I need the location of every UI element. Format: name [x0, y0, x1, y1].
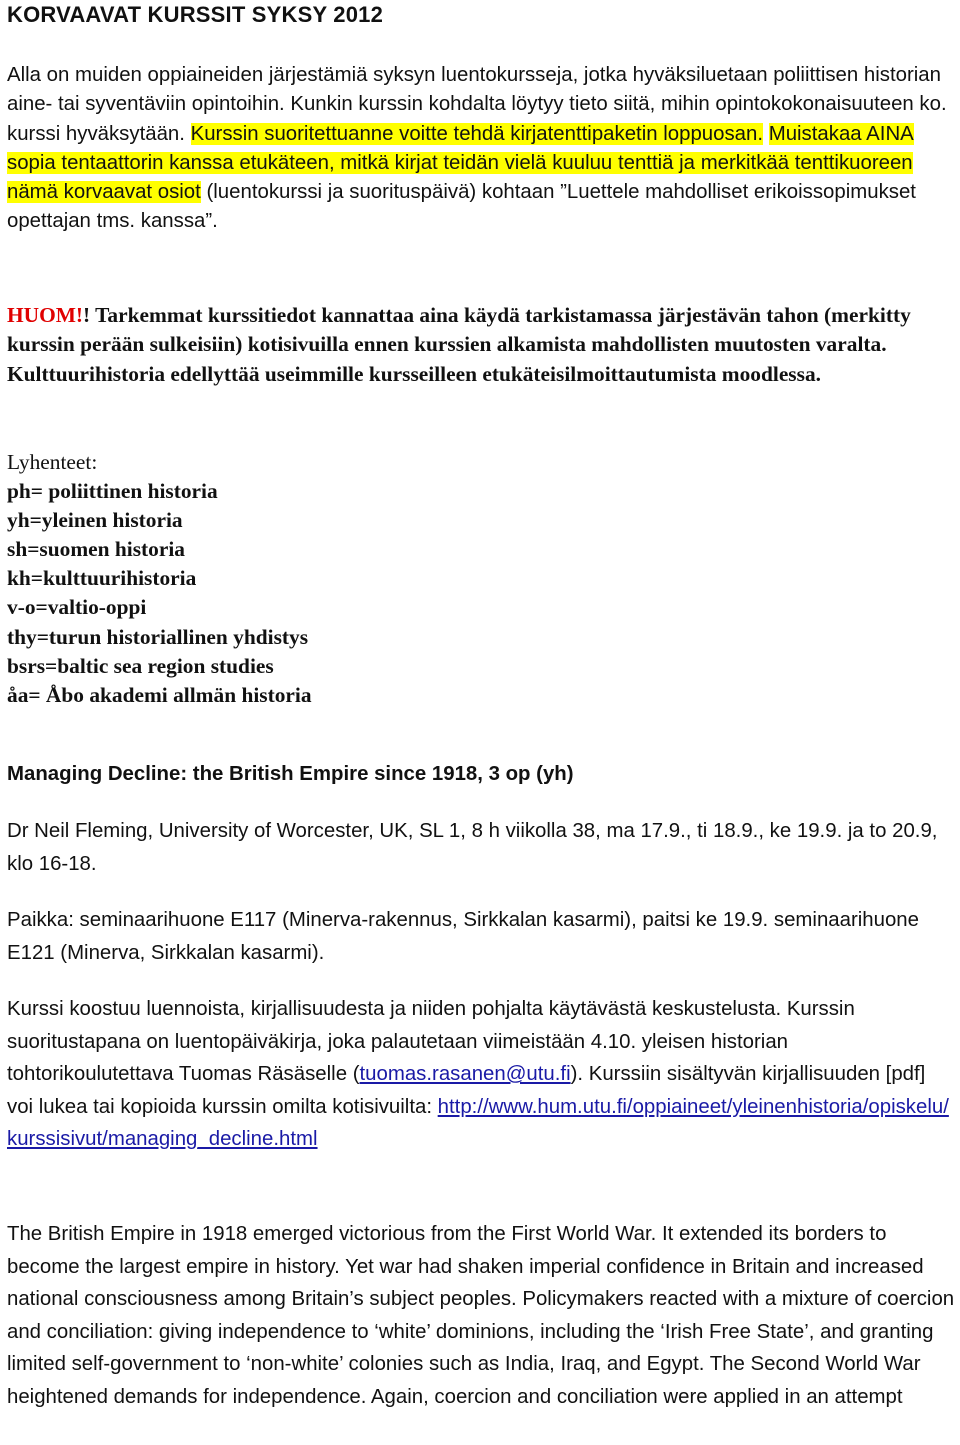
notice-text: Tarkemmat kurssitiedot kannattaa aina käydä tarkistamassa järjestävän tahon (merkitty kurssin perään sulkeisiin) kotisivuilla ennen kurssien alkamista mahdollisten muutosten varalta. Kulttuurihistoria edellyttää useimmille kursseilleen etukäteisilmoittautumista moodlessa. [7, 303, 911, 386]
intro-text-end: (luentokurssi ja suorituspäivä) kohtaan ”Luettele mahdolliset erikoissopimukset opettajan tms. kanssa”. [7, 181, 916, 233]
page-title: KORVAAVAT KURSSIT SYKSY 2012 [7, 2, 384, 27]
highlighted-instruction: Muistakaa AINA sopia tentaattorin kanssa etukäteen, mitkä kirjat teidän vielä kuuluu tenttiä ja merkitkää tenttikuoreen nämä korvaavat osiot [7, 122, 914, 204]
email-link[interactable]: tuomas.rasanen@utu.fi [359, 1063, 571, 1085]
notice-paragraph [7, 301, 952, 389]
abbreviation-item: ph= poliittinen historia [7, 479, 218, 504]
abbreviation-item: yh=yleinen historia [7, 508, 183, 533]
course-url-link[interactable]: http://www.hum.utu.fi/oppiaineet/yleinenhistoria/opiskelu/kurssisivut/managing_decline.html [7, 1095, 949, 1150]
description-text-cont: ). Kurssiin sisältyvän kirjallisuuden [pdf] voi lukea tai kopioida kurssin omilta kotisivuilta: [7, 1063, 926, 1118]
intro-space [763, 123, 769, 145]
abbreviation-list [7, 448, 312, 710]
course-abstract: The British Empire in 1918 emerged victorious from the First World War. It extended its borders to become the largest empire in history. Yet war had shaken imperial confidence in Britain and increased national consciousness among Britain’s subject peoples. Policymakers reacted with a mixture of coercion and conciliation: giving independence to ‘white’ dominions, including the ‘Irish Free State’, and granting limited self-government to ‘non-white’ colonies such as India, Iraq, and Egypt. The Second World War heightened demands for independence. Again, coercion and conciliation were applied in an attempt [7, 1223, 955, 1408]
abbreviation-item: thy=turun historiallinen yhdistys [7, 624, 309, 649]
course-title: Managing Decline: the British Empire since 1918, 3 op (yh) [7, 763, 574, 785]
course-description [7, 993, 957, 1156]
abbreviation-item: åa= Åbo akademi allmän historia [7, 682, 312, 707]
course-place: Paikka: seminaarihuone E117 (Minerva-rakennus, Sirkkalan kasarmi), paitsi ke 19.9. seminaarihuone E121 (Minerva, Sirkkalan kasarmi). [7, 909, 919, 964]
abbreviation-item: bsrs=baltic sea region studies [7, 653, 274, 678]
highlighted-text: Kurssin suoritettuanne voitte tehdä kirjatenttipaketin loppuosan. [190, 122, 764, 145]
notice-label: HUOM! [7, 303, 84, 327]
description-text: Kurssi koostuu luennoista, kirjallisuudesta ja niiden pohjalta käytävästä keskustelusta. Kurssin suoritustapana on luentopäiväkirja, joka palautetaan viimeistään 4.10. yleisen historian tohtorikoulutettava Tuomas Räsäselle ( [7, 998, 855, 1085]
course-lecturer: Dr Neil Fleming, University of Worcester, UK, SL 1, 8 h viikolla 38, ma 17.9., ti 18.9., ke 19.9. ja to 20.9, klo 16-18. [7, 820, 938, 875]
intro-paragraph [7, 61, 957, 237]
abbreviation-item: kh=kulttuurihistoria [7, 566, 197, 591]
notice-mark: ! [83, 303, 91, 327]
intro-text: Alla on muiden oppiaineiden järjestämiä syksyn luentokursseja, jotka hyväksiluetaan poliittisen historian aine- tai syventäviin opintoihin. Kunkin kurssin kohdalta löytyy tieto siitä, mihin opintokokonaisuuteen ko. kurssi hyväksytään. [7, 64, 947, 145]
abbreviation-item: sh=suomen historia [7, 537, 185, 562]
abbreviation-item: v-o=valtio-oppi [7, 595, 147, 620]
abbreviation-heading: Lyhenteet: [7, 450, 98, 474]
